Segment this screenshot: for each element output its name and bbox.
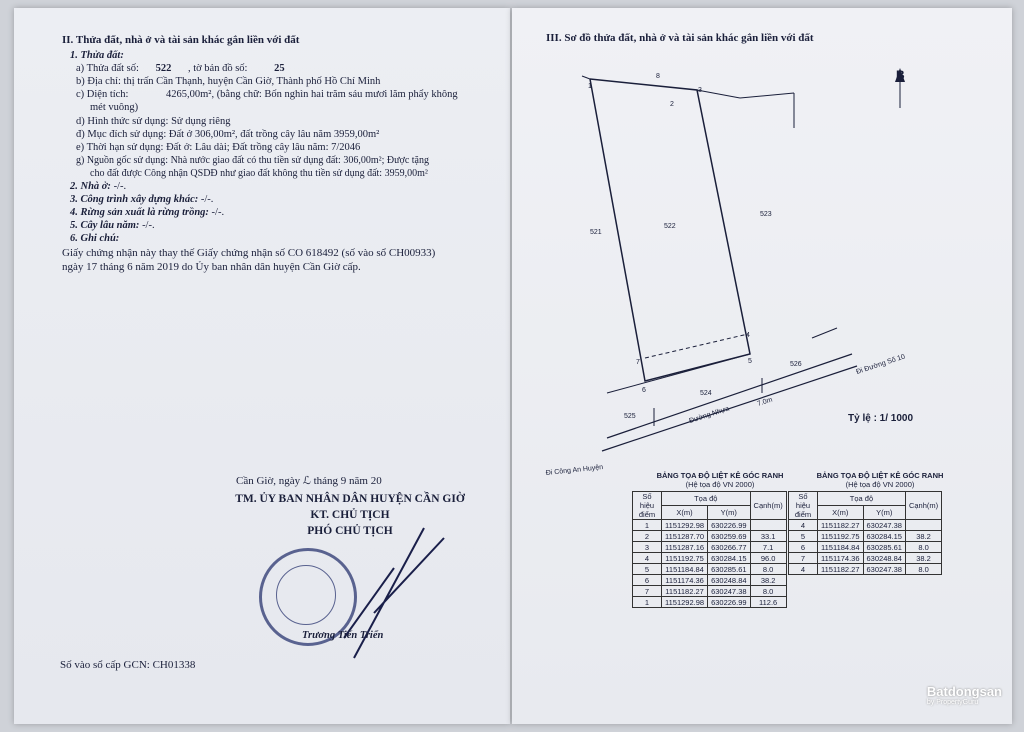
- origin-line-2: cho đất được Công nhận QSDĐ như giao đất không thu tiền sử dụng đất: 3959,00m²: [90, 168, 428, 179]
- table-cell-y: 630285.61: [708, 564, 750, 575]
- table-row: [633, 564, 787, 575]
- certificate-right-page: [512, 8, 1012, 724]
- usage-form: d) Hình thức sử dụng: Sử dụng riêng: [76, 116, 231, 127]
- coordinate-table-2: Số hiệu điểm Tọa độ Cạnh(m) X(m) Y(m) 4 1151182.27 630247.38 5 1151192.75 630284.15 38.2 6 1151184.84 630285.61 8.0 7 1151174.36 630248.84 38.2 4 1151182.27 630247.38 8.0: [788, 491, 942, 575]
- map-sheet-label: , tờ bản đồ số:: [187, 63, 248, 74]
- table-row: [633, 520, 787, 531]
- point-2: 2: [670, 101, 674, 108]
- table-cell-e: [905, 520, 941, 531]
- watermark-logo: Batdongsan by PropertyGuru: [926, 684, 1002, 706]
- area-line: 4265,00m², (bằng chữ: Bốn nghìn hai trăm sáu mươi lăm phẩy không: [166, 89, 458, 100]
- table-cell-e: 38.2: [905, 531, 941, 542]
- table-cell-e: 8.0: [750, 586, 786, 597]
- register-number: Số vào sổ cấp GCN: CH01338: [60, 659, 196, 671]
- construction-line: 3. Công trình xây dựng khác: -/-.: [70, 194, 214, 205]
- sign-chairman: KT. CHỦ TỊCH: [310, 509, 390, 521]
- area-line-2: mét vuông): [90, 102, 139, 113]
- point-3: 3: [698, 87, 702, 94]
- point-7: 7: [636, 359, 640, 366]
- point-8: 8: [656, 73, 660, 80]
- parcel-523: 523: [760, 211, 772, 218]
- point-1: 1: [588, 83, 592, 90]
- parcel-label: a) Thửa đất số:: [76, 63, 139, 74]
- address-line: b) Địa chỉ: thị trấn Cần Thạnh, huyện Cần Giờ, Thành phố Hồ Chí Minh: [76, 76, 381, 87]
- table-cell-x: 1151292.98: [662, 520, 708, 531]
- table-row: [789, 531, 942, 542]
- table-cell-x: 1151182.27: [818, 520, 864, 531]
- table-row: [633, 542, 787, 553]
- point-4: 4: [746, 332, 750, 339]
- table-cell-p: 5: [789, 531, 818, 542]
- table-cell-x: 1151182.27: [818, 564, 864, 575]
- parcel-521: 521: [590, 229, 602, 236]
- section-ii-title: II. Thửa đất, nhà ở và tài sản khác gắn liền với đất: [62, 34, 300, 46]
- signature-mark: [314, 518, 474, 668]
- note-heading: 6. Ghi chú:: [70, 233, 120, 244]
- table-cell-x: 1151182.27: [662, 586, 708, 597]
- table-cell-p: 4: [633, 553, 662, 564]
- table-cell-y: 630247.38: [863, 564, 905, 575]
- table-cell-y: 630285.61: [863, 542, 905, 553]
- parcel-number: 522: [155, 63, 172, 74]
- forest-line: 4. Rừng sản xuất là rừng trồng: -/-.: [70, 207, 225, 218]
- note-line-1: Giấy chứng nhận này thay thế Giấy chứng nhận số CO 618492 (số vào sổ CH00933): [62, 247, 436, 259]
- table-cell-p: 4: [789, 520, 818, 531]
- table-cell-x: 1151292.98: [662, 597, 708, 608]
- road-to-street-10: Đi Đường Số 10: [855, 353, 907, 376]
- table-cell-y: 630248.84: [708, 575, 750, 586]
- table-row: [789, 553, 942, 564]
- table-cell-y: 630284.15: [863, 531, 905, 542]
- map-scale: Tỷ lệ : 1/ 1000: [848, 413, 914, 424]
- table-cell-e: 112.6: [750, 597, 786, 608]
- table-row: [789, 542, 942, 553]
- parcel-diagram: [512, 48, 1012, 488]
- road-edge-2: [607, 354, 852, 438]
- parcel-525: 525: [624, 413, 636, 420]
- table-cell-y: 630247.38: [863, 520, 905, 531]
- road-width: 7.0m: [756, 396, 774, 408]
- sign-authority: TM. ỦY BAN NHÂN DÂN HUYỆN CẦN GIỜ: [235, 493, 465, 505]
- table-cell-x: 1151174.36: [662, 575, 708, 586]
- parcel-524: 524: [700, 390, 712, 397]
- perennial-line: 5. Cây lâu năm: -/-.: [70, 220, 155, 231]
- table-row: [633, 531, 787, 542]
- parcel-522: 522: [664, 223, 676, 230]
- point-6: 6: [642, 387, 646, 394]
- table-cell-y: 630259.69: [708, 531, 750, 542]
- table-row: [633, 597, 787, 608]
- table-cell-p: 7: [789, 553, 818, 564]
- table-cell-p: 5: [633, 564, 662, 575]
- table-cell-x: 1151174.36: [818, 553, 864, 564]
- table-cell-y: 630247.38: [708, 586, 750, 597]
- signer-name: Trương Tiến Triển: [302, 630, 384, 641]
- table-cell-p: 4: [789, 564, 818, 575]
- table-cell-y: 630226.99: [708, 597, 750, 608]
- table-cell-x: 1151287.70: [662, 531, 708, 542]
- table-cell-e: [750, 520, 786, 531]
- road-to-police: Đi Công An Huyện: [545, 464, 604, 477]
- table-cell-p: 1: [633, 597, 662, 608]
- table-cell-p: 1: [633, 520, 662, 531]
- table-cell-x: 1151184.84: [818, 542, 864, 553]
- table-cell-e: 38.2: [905, 553, 941, 564]
- table-cell-p: 6: [789, 542, 818, 553]
- table-row: [633, 586, 787, 597]
- table-cell-y: 630284.15: [708, 553, 750, 564]
- table-cell-p: 2: [633, 531, 662, 542]
- table-row: [633, 575, 787, 586]
- map-sheet-number: 25: [274, 63, 285, 74]
- table-cell-p: 3: [633, 542, 662, 553]
- table-cell-x: 1151192.75: [662, 553, 708, 564]
- area-label: c) Diện tích:: [76, 89, 129, 100]
- table-cell-y: 630226.99: [708, 520, 750, 531]
- table-cell-y: 630248.84: [863, 553, 905, 564]
- house-line: 2. Nhà ở: -/-.: [70, 181, 127, 192]
- table-cell-e: 7.1: [750, 542, 786, 553]
- table-row: [789, 564, 942, 575]
- table-row: [633, 553, 787, 564]
- point-5: 5: [748, 358, 752, 365]
- note-line-2: ngày 17 tháng 6 năm 2019 do Ủy ban nhân dân huyện Cần Giờ cấp.: [62, 261, 361, 273]
- date-line: Cần Giờ, ngày ℒ tháng 9 năm 20: [236, 475, 382, 487]
- table1-title: BẢNG TỌA ĐỘ LIỆT KÊ GÓC RANH (Hệ tọa độ VN 2000): [656, 471, 784, 489]
- table-cell-e: 8.0: [750, 564, 786, 575]
- parcel-522-boundary: [590, 79, 750, 381]
- table-cell-y: 630266.77: [708, 542, 750, 553]
- table-cell-e: 96.0: [750, 553, 786, 564]
- origin-line-1: g) Nguồn gốc sử dụng: Nhà nước giao đất có thu tiền sử dụng đất: 306,00m²; Được tặng: [76, 155, 429, 166]
- table2-title: BẢNG TỌA ĐỘ LIỆT KÊ GÓC RANH (Hệ tọa độ VN 2000): [816, 471, 944, 489]
- certificate-left-page: [14, 8, 510, 724]
- sign-vice-chairman: PHÓ CHỦ TỊCH: [307, 525, 393, 537]
- table-cell-p: 7: [633, 586, 662, 597]
- road-name: Đường Nhựa: [688, 405, 731, 425]
- north-label: B: [896, 68, 905, 82]
- road-edge-1: [602, 366, 857, 451]
- table-cell-x: 1151184.84: [662, 564, 708, 575]
- coordinate-table-1: Số hiệu điểm Tọa độ Cạnh(m) X(m) Y(m) 1 1151292.98 630226.99 2 1151287.70 630259.69 33.1 3 1151287.16 630266.77 7.1 4 1151192.75 630284.15 96.0 5 1151184.84 630285.61 8.0 6 1151174.36 630248.84 38.2 7 1151182.27 630247.38 8.0 1 1151292.98 630226.99 112.6: [632, 491, 787, 608]
- dashed-boundary: [645, 334, 748, 358]
- table-cell-p: 6: [633, 575, 662, 586]
- table-cell-x: 1151192.75: [818, 531, 864, 542]
- table-row: [789, 520, 942, 531]
- section-iii-title: III. Sơ đồ thửa đất, nhà ở và tài sản khác gắn liền với đất: [546, 32, 814, 44]
- parcel-line: [76, 63, 285, 75]
- table-cell-e: 33.1: [750, 531, 786, 542]
- usage-purpose: đ) Mục đích sử dụng: Đất ở 306,00m², đất trồng cây lâu năm 3959,00m²: [76, 129, 380, 140]
- table-cell-e: 8.0: [905, 542, 941, 553]
- table-cell-e: 8.0: [905, 564, 941, 575]
- land-heading: 1. Thửa đất:: [70, 50, 124, 61]
- table-cell-e: 38.2: [750, 575, 786, 586]
- table-cell-x: 1151287.16: [662, 542, 708, 553]
- usage-term: e) Thời hạn sử dụng: Đất ở: Lâu dài; Đất trồng cây lâu năm: 7/2046: [76, 142, 361, 153]
- parcel-526: 526: [790, 361, 802, 368]
